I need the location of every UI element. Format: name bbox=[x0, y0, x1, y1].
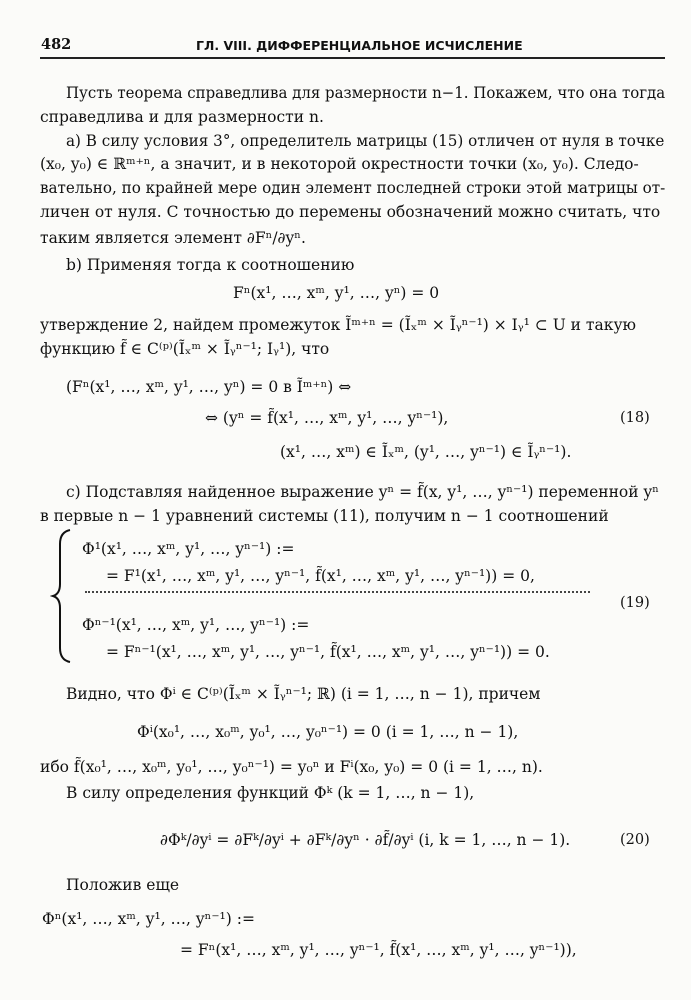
text-line: ибо f̃(x₀¹, …, x₀ᵐ, y₀¹, …, y₀ⁿ⁻¹) = y₀ⁿ и Fⁱ(x₀, y₀) = 0 (i = 1, …, n). bbox=[40, 758, 543, 776]
running-title: ГЛ. VIII. ДИФФЕРЕНЦИАЛЬНОЕ ИСЧИСЛЕНИЕ bbox=[196, 38, 523, 53]
equation-19-line-2: = F¹(x¹, …, xᵐ, y¹, …, yⁿ⁻¹, f̃(x¹, …, xᵐ, y¹, …, yⁿ⁻¹)) = 0, bbox=[106, 567, 535, 585]
equation-phi-zero: Φⁱ(x₀¹, …, x₀ᵐ, y₀¹, …, y₀ⁿ⁻¹) = 0 (i = 1, …, n − 1), bbox=[137, 723, 519, 741]
text-line: Положив еще bbox=[66, 876, 180, 894]
text-line: в первые n − 1 уравнений системы (11), получим n − 1 соотношений bbox=[40, 507, 609, 525]
text-line: (x₀, y₀) ∈ ℝᵐ⁺ⁿ, а значит, и в некоторой окрестности точки (x₀, y₀). Следо- bbox=[40, 155, 639, 173]
left-brace bbox=[50, 528, 74, 664]
equation-18-line-1: (Fⁿ(x¹, …, xᵐ, y¹, …, yⁿ) = 0 в Ĩᵐ⁺ⁿ) ⇔ bbox=[66, 378, 352, 396]
page-number: 482 bbox=[41, 36, 72, 53]
header-rule bbox=[40, 57, 665, 59]
equation-19-line-4: = Fⁿ⁻¹(x¹, …, xᵐ, y¹, …, yⁿ⁻¹, f̃(x¹, …, xᵐ, y¹, …, yⁿ⁻¹)) = 0. bbox=[106, 643, 550, 661]
text-line: Пусть теорема справедлива для размерности n−1. Покажем, что она тогда bbox=[66, 84, 666, 102]
text-line: b) Применяя тогда к соотношению bbox=[66, 256, 355, 274]
text-line: Видно, что Φⁱ ∈ C⁽ᵖ⁾(Ĩₓᵐ × Ĩᵧⁿ⁻¹; ℝ) (i = 1, …, n − 1), причем bbox=[66, 685, 541, 703]
text-line: справедлива и для размерности n. bbox=[40, 108, 324, 126]
text-line: вательно, по крайней мере один элемент последней строки этой матрицы от- bbox=[40, 179, 666, 197]
equation-19-line-3: Φⁿ⁻¹(x¹, …, xᵐ, y¹, …, yⁿ⁻¹) := bbox=[82, 616, 310, 634]
text-line: утверждение 2, найдем промежуток Ĩᵐ⁺ⁿ = (Ĩₓᵐ × Ĩᵧⁿ⁻¹) × Iᵧ¹ ⊂ U и такую bbox=[40, 316, 637, 334]
text-line: В силу определения функций Φᵏ (k = 1, …, n − 1), bbox=[66, 784, 475, 802]
equation-18-line-3: (x¹, …, xᵐ) ∈ Ĩₓᵐ, (y¹, …, yⁿ⁻¹) ∈ Ĩᵧⁿ⁻¹). bbox=[280, 443, 572, 461]
equation-number-19: (19) bbox=[620, 595, 650, 611]
equation-relation: Fⁿ(x¹, …, xᵐ, y¹, …, yⁿ) = 0 bbox=[233, 284, 440, 302]
text-line: личен от нуля. С точностью до перемены обозначений можно считать, что bbox=[40, 203, 661, 221]
text-line: c) Подставляя найденное выражение yⁿ = f̃(x, y¹, …, yⁿ⁻¹) переменной yⁿ bbox=[66, 483, 659, 501]
equation-phi-n-line-2: = Fⁿ(x¹, …, xᵐ, y¹, …, yⁿ⁻¹, f̃(x¹, …, xᵐ, y¹, …, yⁿ⁻¹)), bbox=[180, 941, 577, 959]
text-line: функцию f̃ ∈ C⁽ᵖ⁾(Ĩₓᵐ × Ĩᵧⁿ⁻¹; Iᵧ¹), что bbox=[40, 340, 330, 358]
equation-20: ∂Φᵏ/∂yⁱ = ∂Fᵏ/∂yⁱ + ∂Fᵏ/∂yⁿ · ∂f̃/∂yⁱ (i, k = 1, …, n − 1). bbox=[160, 831, 571, 849]
equation-number-18: (18) bbox=[620, 410, 650, 426]
equation-19-line-1: Φ¹(x¹, …, xᵐ, y¹, …, yⁿ⁻¹) := bbox=[82, 540, 295, 558]
equation-18-line-2: ⇔ (yⁿ = f̃(x¹, …, xᵐ, y¹, …, yⁿ⁻¹), bbox=[205, 409, 449, 427]
equation-number-20: (20) bbox=[620, 832, 650, 848]
text-line: a) В силу условия 3°, определитель матрицы (15) отличен от нуля в точке bbox=[66, 132, 665, 150]
equation-phi-n-line-1: Φⁿ(x¹, …, xᵐ, y¹, …, yⁿ⁻¹) := bbox=[42, 910, 255, 928]
text-line: таким является элемент ∂Fⁿ/∂yⁿ. bbox=[40, 229, 306, 247]
ellipsis-row bbox=[85, 591, 590, 593]
